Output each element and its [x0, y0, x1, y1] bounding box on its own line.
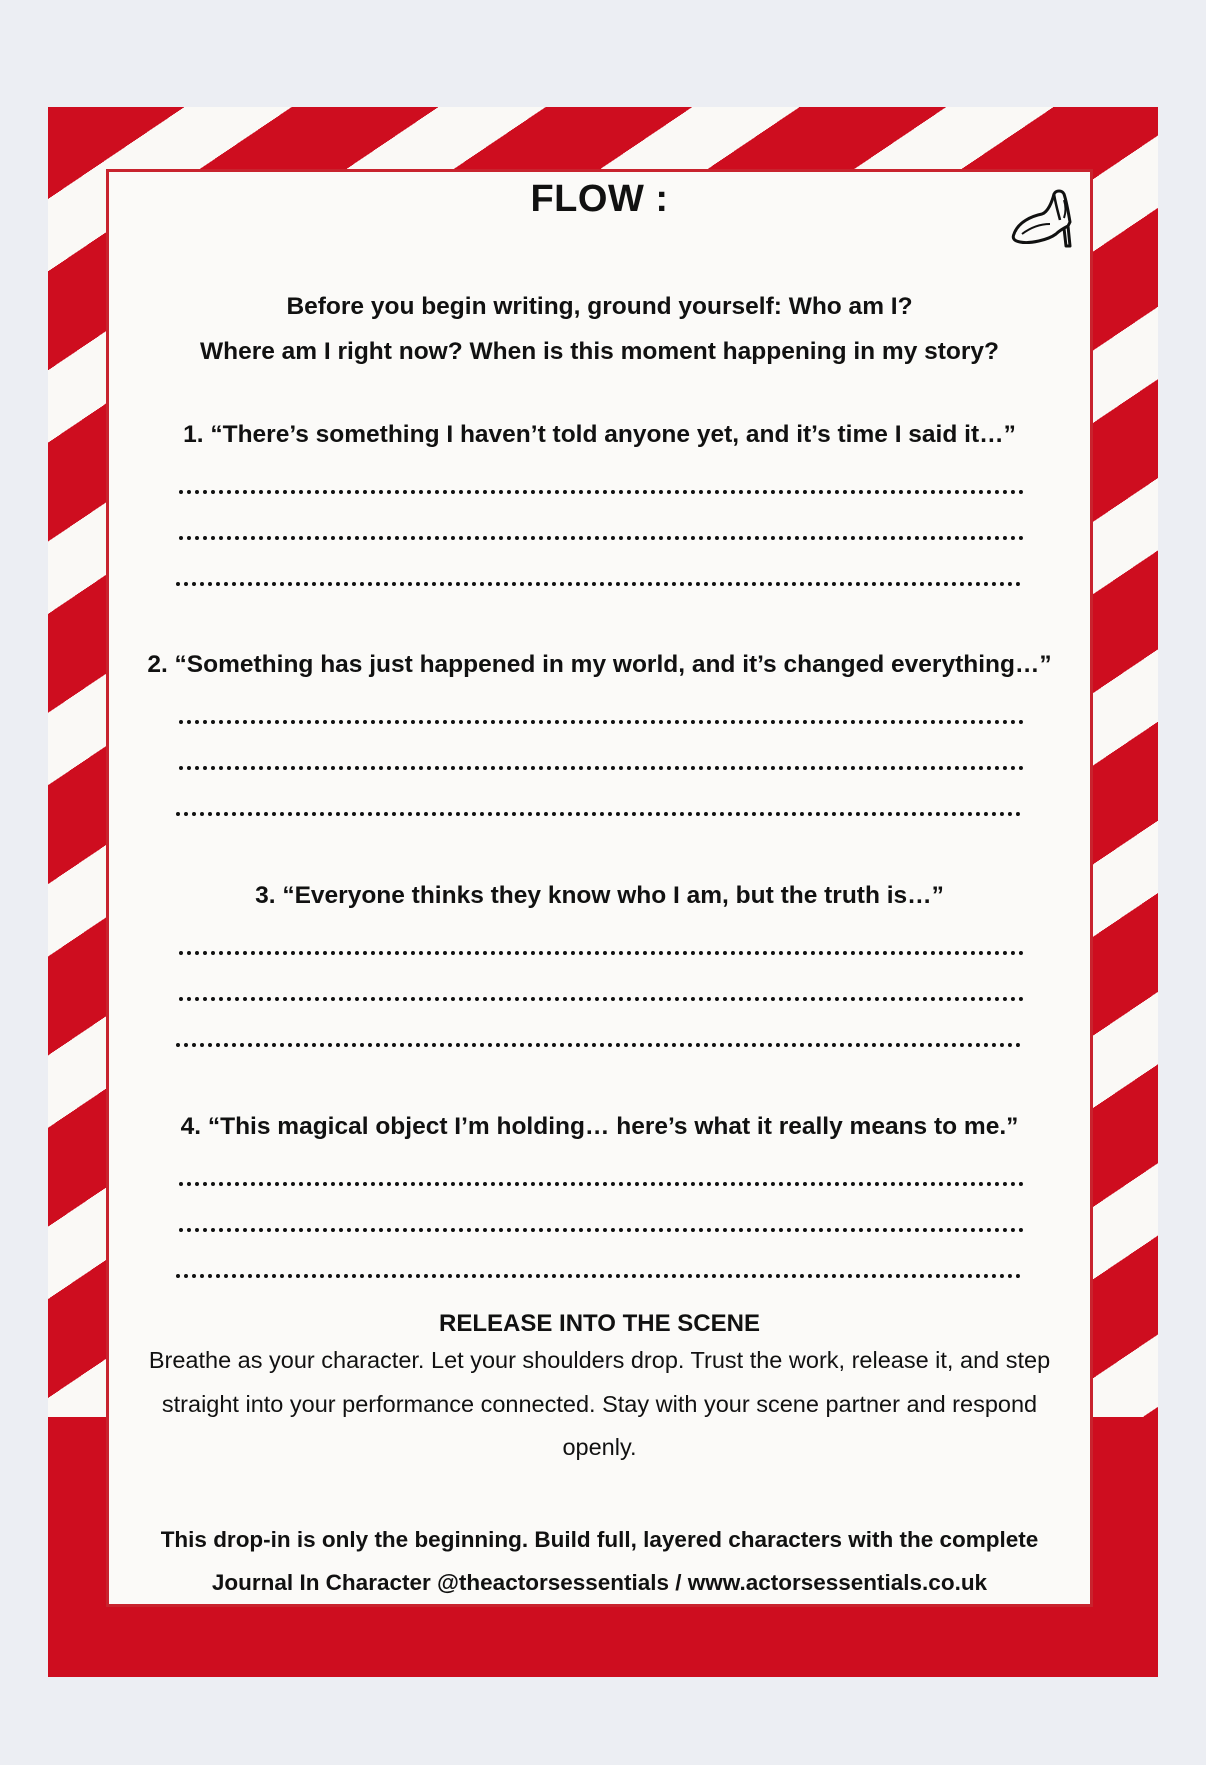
- release-body: Breathe as your character. Let your shoulders drop. Trust the work, release it, and step straight into your performance connected. Stay with your scene partner and respond openly.: [148, 1347, 1051, 1460]
- writing-line[interactable]: [179, 766, 1024, 770]
- page-title: FLOW :: [530, 178, 669, 220]
- writing-line[interactable]: [179, 1182, 1024, 1186]
- footer-cta: [127, 1518, 1072, 1604]
- writing-line[interactable]: [179, 997, 1024, 1001]
- intro-line-1: Before you begin writing, ground yourself: Who am I?: [286, 293, 913, 320]
- prompt-3: 3. “Everyone thinks they know who I am, but the truth is…”: [255, 882, 944, 909]
- writing-line[interactable]: [176, 1274, 1021, 1278]
- release-heading: RELEASE INTO THE SCENE: [439, 1310, 760, 1337]
- writing-line[interactable]: [179, 720, 1024, 724]
- footer-line-1: This drop-in is only the beginning. Build full, layered characters with the complete: [160, 1527, 1039, 1552]
- prompt-2: 2. “Something has just happened in my world, and it’s changed everything…”: [147, 651, 1052, 678]
- prompt-4: 4. “This magical object I’m holding… here’s what it really means to me.”: [180, 1113, 1019, 1140]
- intro-line-2: Where am I right now? When is this moment happening in my story?: [199, 338, 1000, 365]
- footer-line-2: Journal In Character @theactorsessentials / www.actorsessentials.co.uk: [211, 1570, 988, 1595]
- content-panel: [106, 169, 1093, 1607]
- worksheet-page: [48, 107, 1158, 1677]
- intro-text: [129, 284, 1070, 374]
- prompt-1: 1. “There’s something I haven’t told anyone yet, and it’s time I said it…”: [183, 421, 1016, 448]
- writing-line[interactable]: [179, 490, 1024, 494]
- writing-line[interactable]: [176, 1043, 1021, 1047]
- writing-line[interactable]: [176, 582, 1021, 586]
- writing-line[interactable]: [179, 1228, 1024, 1232]
- writing-line[interactable]: [179, 951, 1024, 955]
- writing-line[interactable]: [176, 812, 1021, 816]
- writing-line[interactable]: [179, 536, 1024, 540]
- glass-slipper-icon: [1008, 182, 1078, 252]
